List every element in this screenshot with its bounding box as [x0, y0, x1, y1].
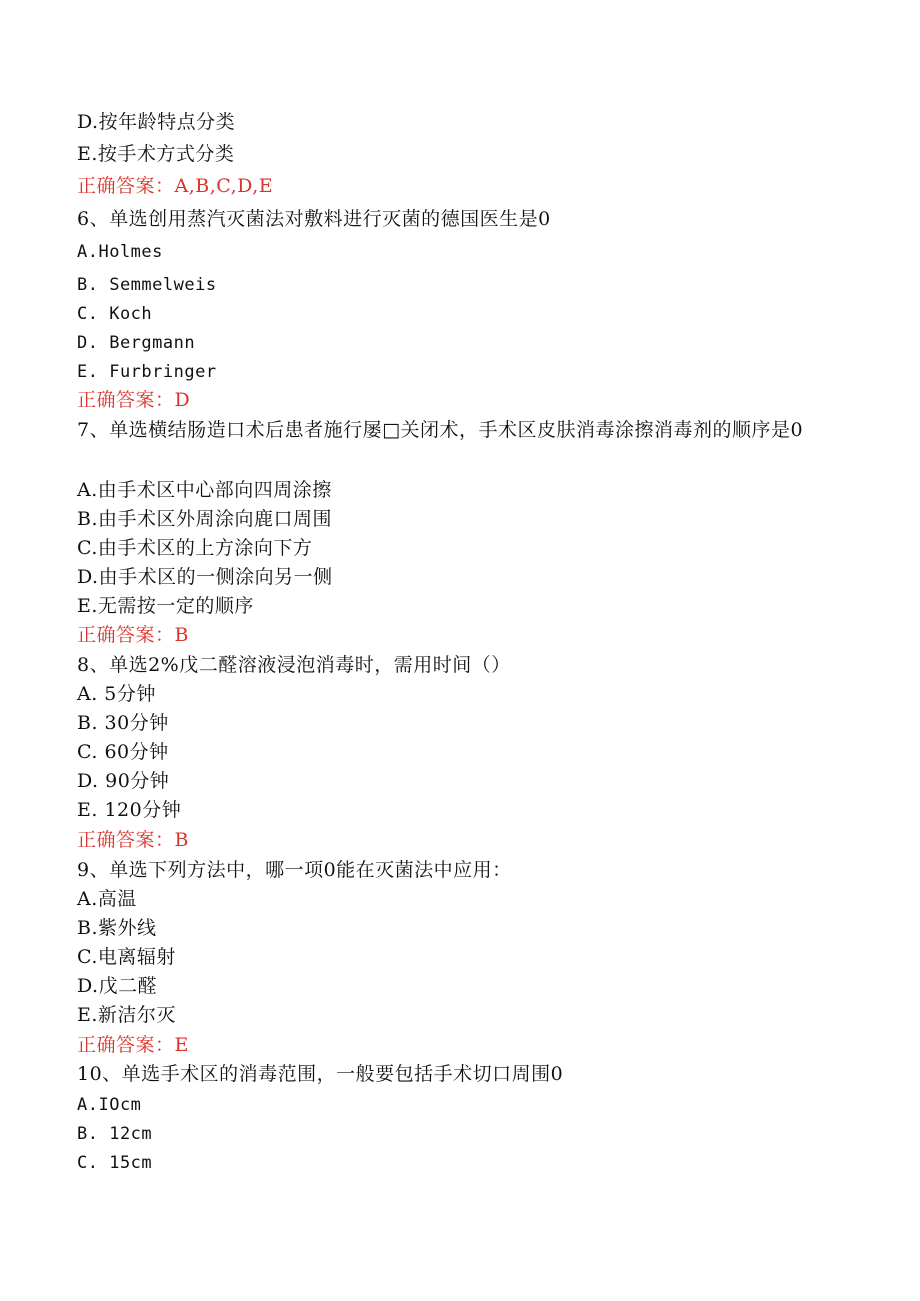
- option-c-q7: C.由手术区的上方涂向下方: [77, 537, 313, 559]
- answer-value: A,B,C,D,E: [174, 175, 274, 197]
- option-e-q7: E.无需按一定的顺序: [77, 595, 254, 617]
- answer-label: 正确答案：: [77, 175, 175, 197]
- option-d-q9: D.戊二醛: [77, 975, 158, 997]
- option-b-q10: B. 12cm: [77, 1124, 153, 1144]
- question-9: 9、单选下列方法中，哪一项0能在灭菌法中应用：: [77, 859, 512, 881]
- question-6: 6、单选创用蒸汽灭菌法对敷料进行灭菌的德国医生是0: [77, 208, 551, 230]
- option-d-q8: D. 90分钟: [77, 770, 170, 792]
- option-d-age: D.按年龄特点分类: [77, 111, 236, 133]
- answer-line-q9: [77, 1031, 860, 1060]
- option-b-q8: B. 30分钟: [77, 712, 169, 734]
- option-b-q6: B. Semmelweis: [77, 275, 217, 295]
- option-e-q6: E. Furbringer: [77, 362, 217, 382]
- answer-value: B: [174, 624, 189, 646]
- option-a-q10: A.IOcm: [77, 1095, 142, 1115]
- option-e-q9: E.新洁尔灭: [77, 1004, 176, 1026]
- question-8: 8、单选2%戊二醛溶液浸泡消毒时，需用时间（）: [77, 654, 511, 676]
- option-c-q6: C. Koch: [77, 304, 153, 324]
- answer-value: E: [174, 1034, 189, 1056]
- option-a-q7: A.由手术区中心部向四周涂擦: [77, 479, 332, 501]
- option-a-q8: A. 5分钟: [77, 683, 156, 705]
- question-10: 10、单选手术区的消毒范围，一般要包括手术切口周围0: [77, 1063, 564, 1085]
- option-c-q10: C. 15cm: [77, 1153, 153, 1173]
- answer-value: D: [174, 389, 191, 411]
- answer-line-q8: [77, 826, 860, 855]
- answer-line-q6: [77, 386, 860, 415]
- option-d-q7: D.由手术区的一侧涂向另一侧: [77, 566, 333, 588]
- answer-label: 正确答案：: [77, 1034, 175, 1056]
- question-7: 7、单选横结肠造口术后患者施行屡□关闭术，手术区皮肤消毒涂擦消毒剂的顺序是0: [77, 419, 804, 441]
- option-e-surgery-method: E.按手术方式分类: [77, 143, 235, 165]
- answer-label: 正确答案：: [77, 829, 175, 851]
- option-a-q6: A.Holmes: [77, 242, 163, 262]
- option-e-q8: E. 120分钟: [77, 799, 182, 821]
- option-b-q9: B.紫外线: [77, 917, 157, 939]
- option-c-q9: C.电离辐射: [77, 946, 176, 968]
- option-c-q8: C. 60分钟: [77, 741, 169, 763]
- answer-line-q5: [77, 172, 860, 201]
- option-b-q7: B.由手术区外周涂向鹿口周围: [77, 508, 333, 530]
- answer-value: B: [174, 829, 189, 851]
- option-d-q6: D. Bergmann: [77, 333, 196, 353]
- option-a-q9: A.高温: [77, 888, 137, 910]
- answer-label: 正确答案：: [77, 624, 175, 646]
- answer-label: 正确答案：: [77, 389, 175, 411]
- answer-line-q7: [77, 621, 860, 650]
